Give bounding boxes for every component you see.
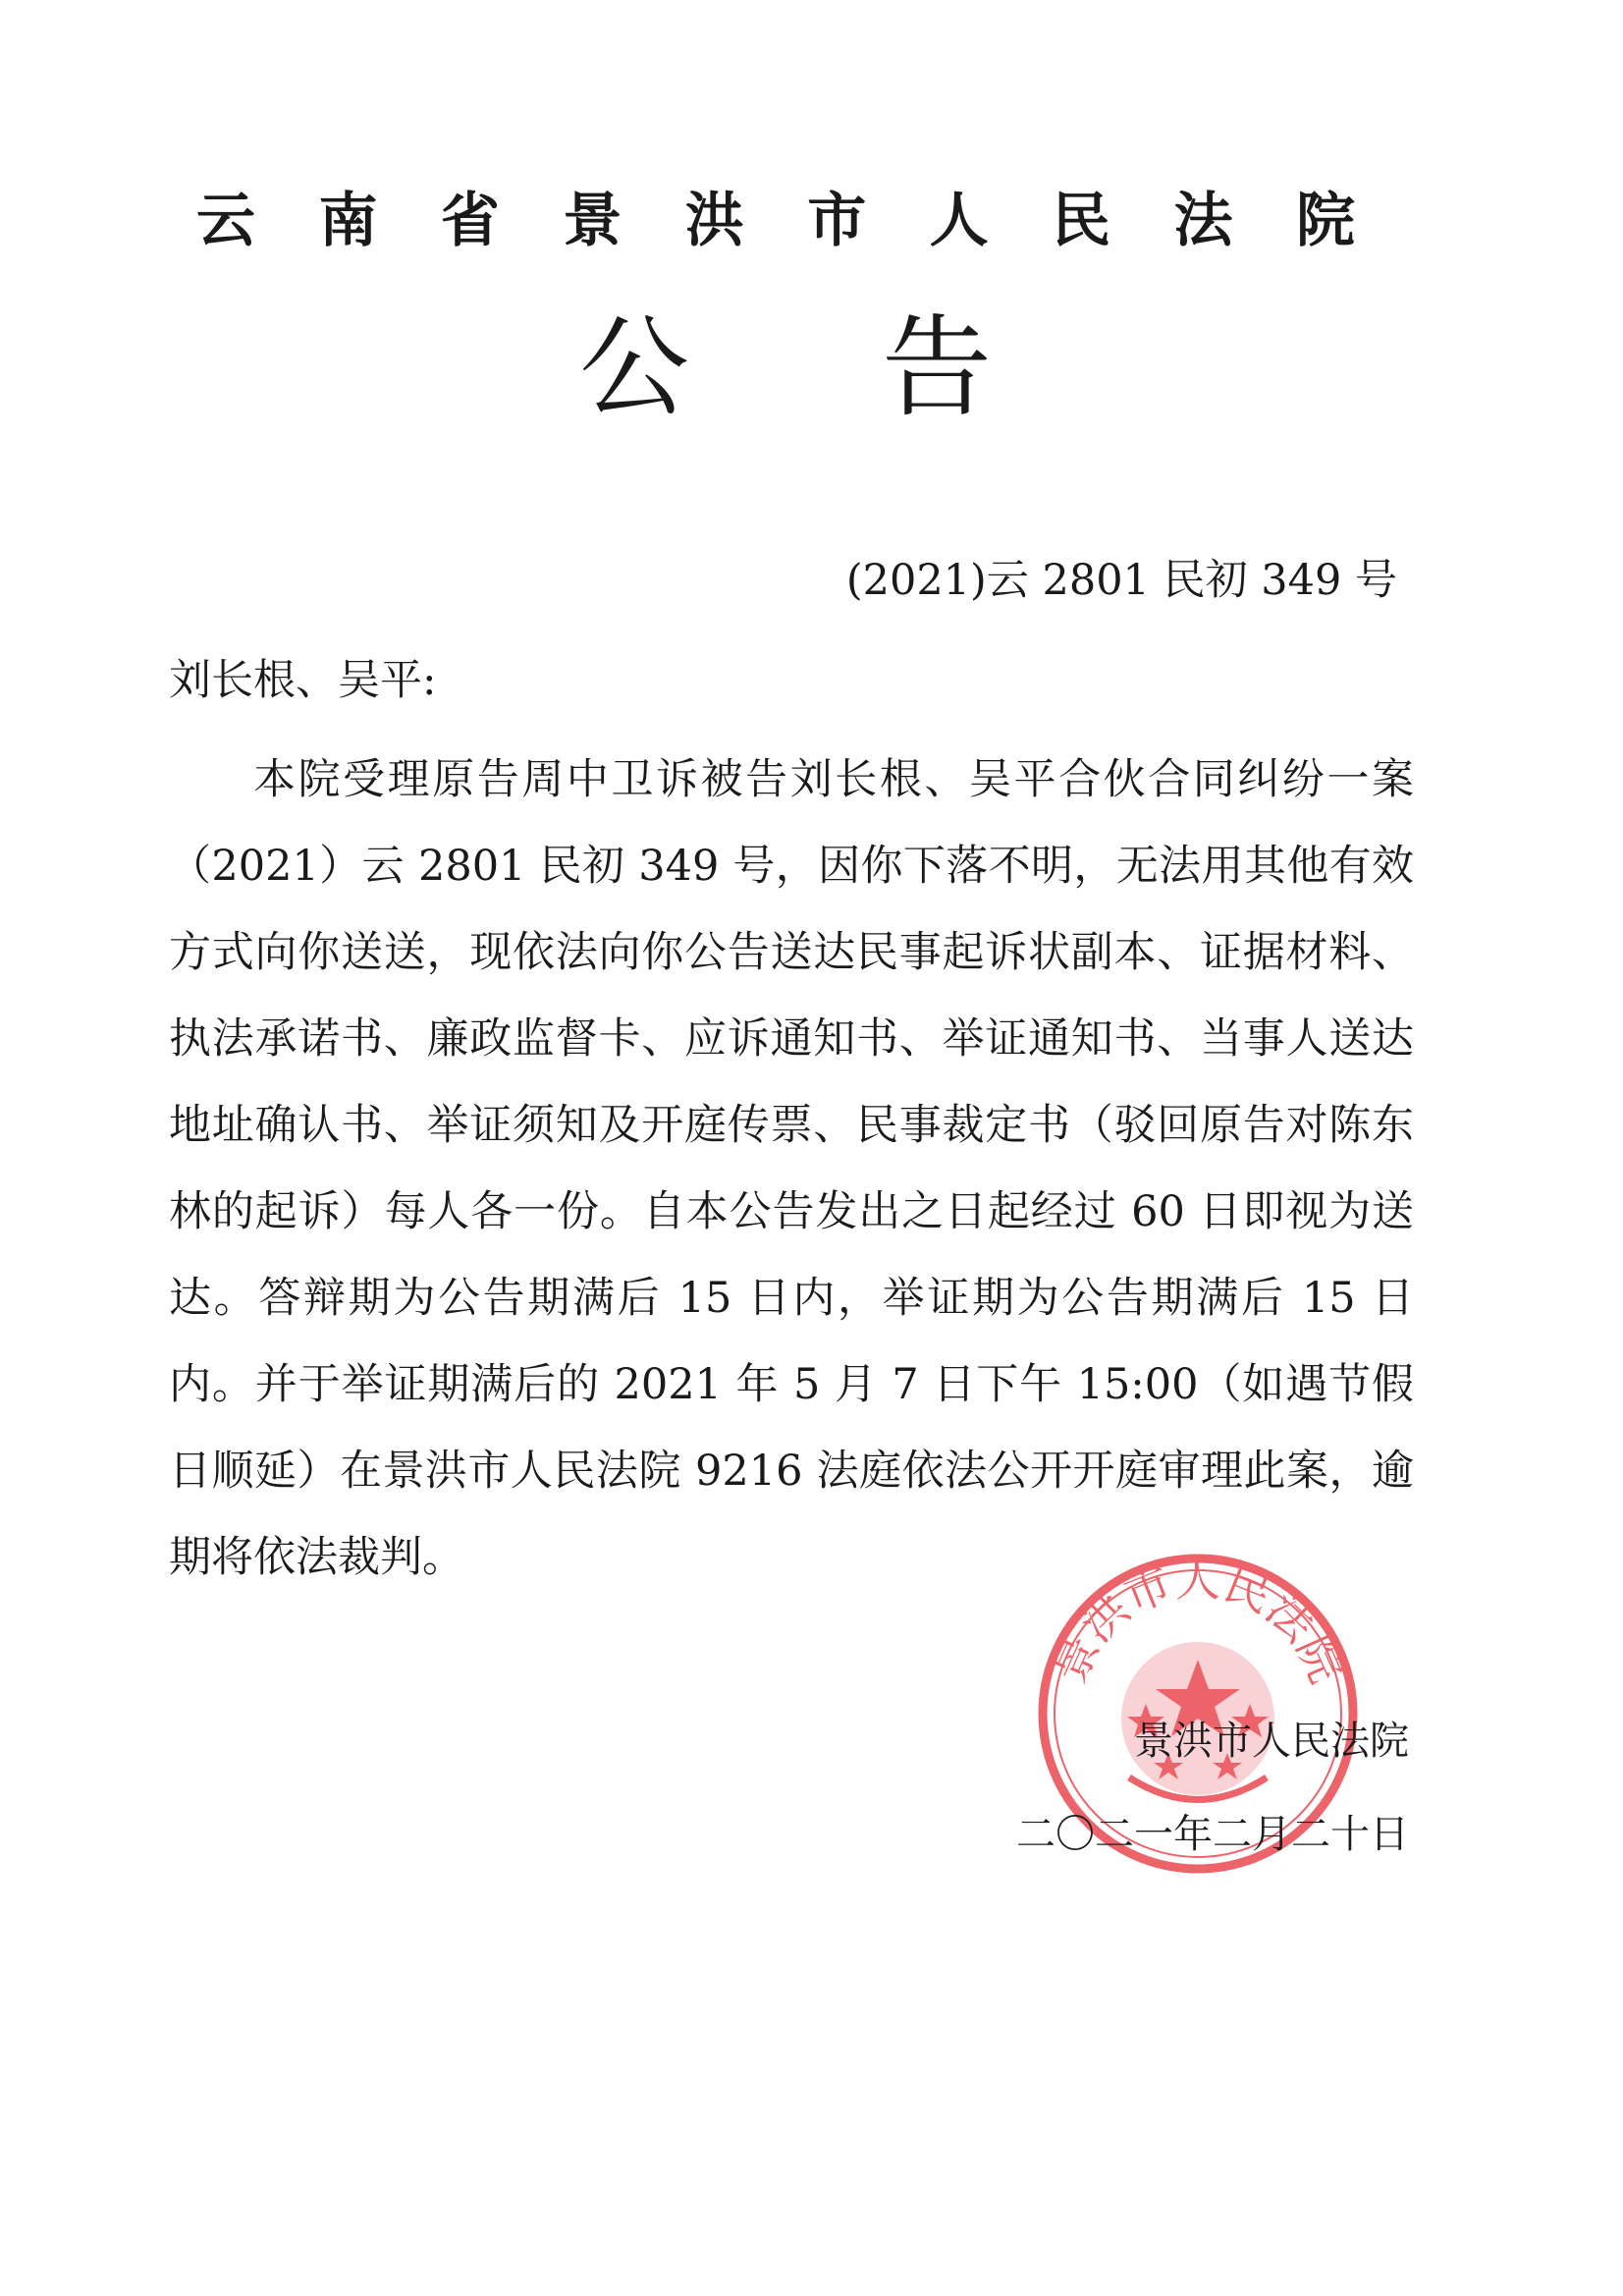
court-name-char: 景 [563, 187, 622, 255]
case-number: (2021)云 2801 民初 349 号 [845, 556, 1397, 605]
court-name-char: 省 [440, 187, 500, 255]
notice-heading-char: 公 [579, 304, 689, 432]
notice-body [169, 737, 1414, 1601]
addressee: 刘长根、吴平: [169, 656, 437, 705]
notice-body-paragraph: 本院受理原告周中卫诉被告刘长根、吴平合伙合同纠纷一案（2021）云 2801 民初 349 号，因你下落不明，无法用其他有效方式向你送送，现依法向你公告送达民事起诉状副本、证据材料、执法承诺书、廉政监督卡、应诉通知书、举证通知书、当事人送达地址确认书、举证须知及开庭传票、民事裁定书（驳回原告对陈东林的起诉）每人各一份。自本公告发出之日起经过 60 日即视为送达。答辩期为公告期满后 15 日内，举证期为公告期满后 15 日内。并于举证期满后的 2021 年 5 月 7 日下午 15:00（如遇节假日顺延）在景洪市人民法院 9216 法庭依法公开开庭审理此案，逾期将依法裁判。 [169, 755, 1414, 1582]
issuing-court: 景洪市人民法院 [1134, 1719, 1409, 1764]
court-name-char: 院 [1295, 187, 1355, 255]
court-name-char: 民 [1052, 187, 1111, 255]
issue-date: 二〇二一年二月二十日 [1016, 1812, 1409, 1857]
court-name-heading [196, 182, 1355, 260]
notice-heading-char: 告 [882, 304, 992, 432]
court-name-char: 南 [318, 187, 378, 255]
court-name-char: 法 [1173, 187, 1233, 255]
notice-heading [579, 295, 992, 442]
seal-text: 景洪市人民法院 [1042, 1554, 1354, 1691]
court-name-char: 洪 [684, 187, 744, 255]
court-name-char: 云 [196, 187, 255, 255]
court-name-char: 人 [929, 187, 989, 255]
court-name-char: 市 [807, 187, 867, 255]
